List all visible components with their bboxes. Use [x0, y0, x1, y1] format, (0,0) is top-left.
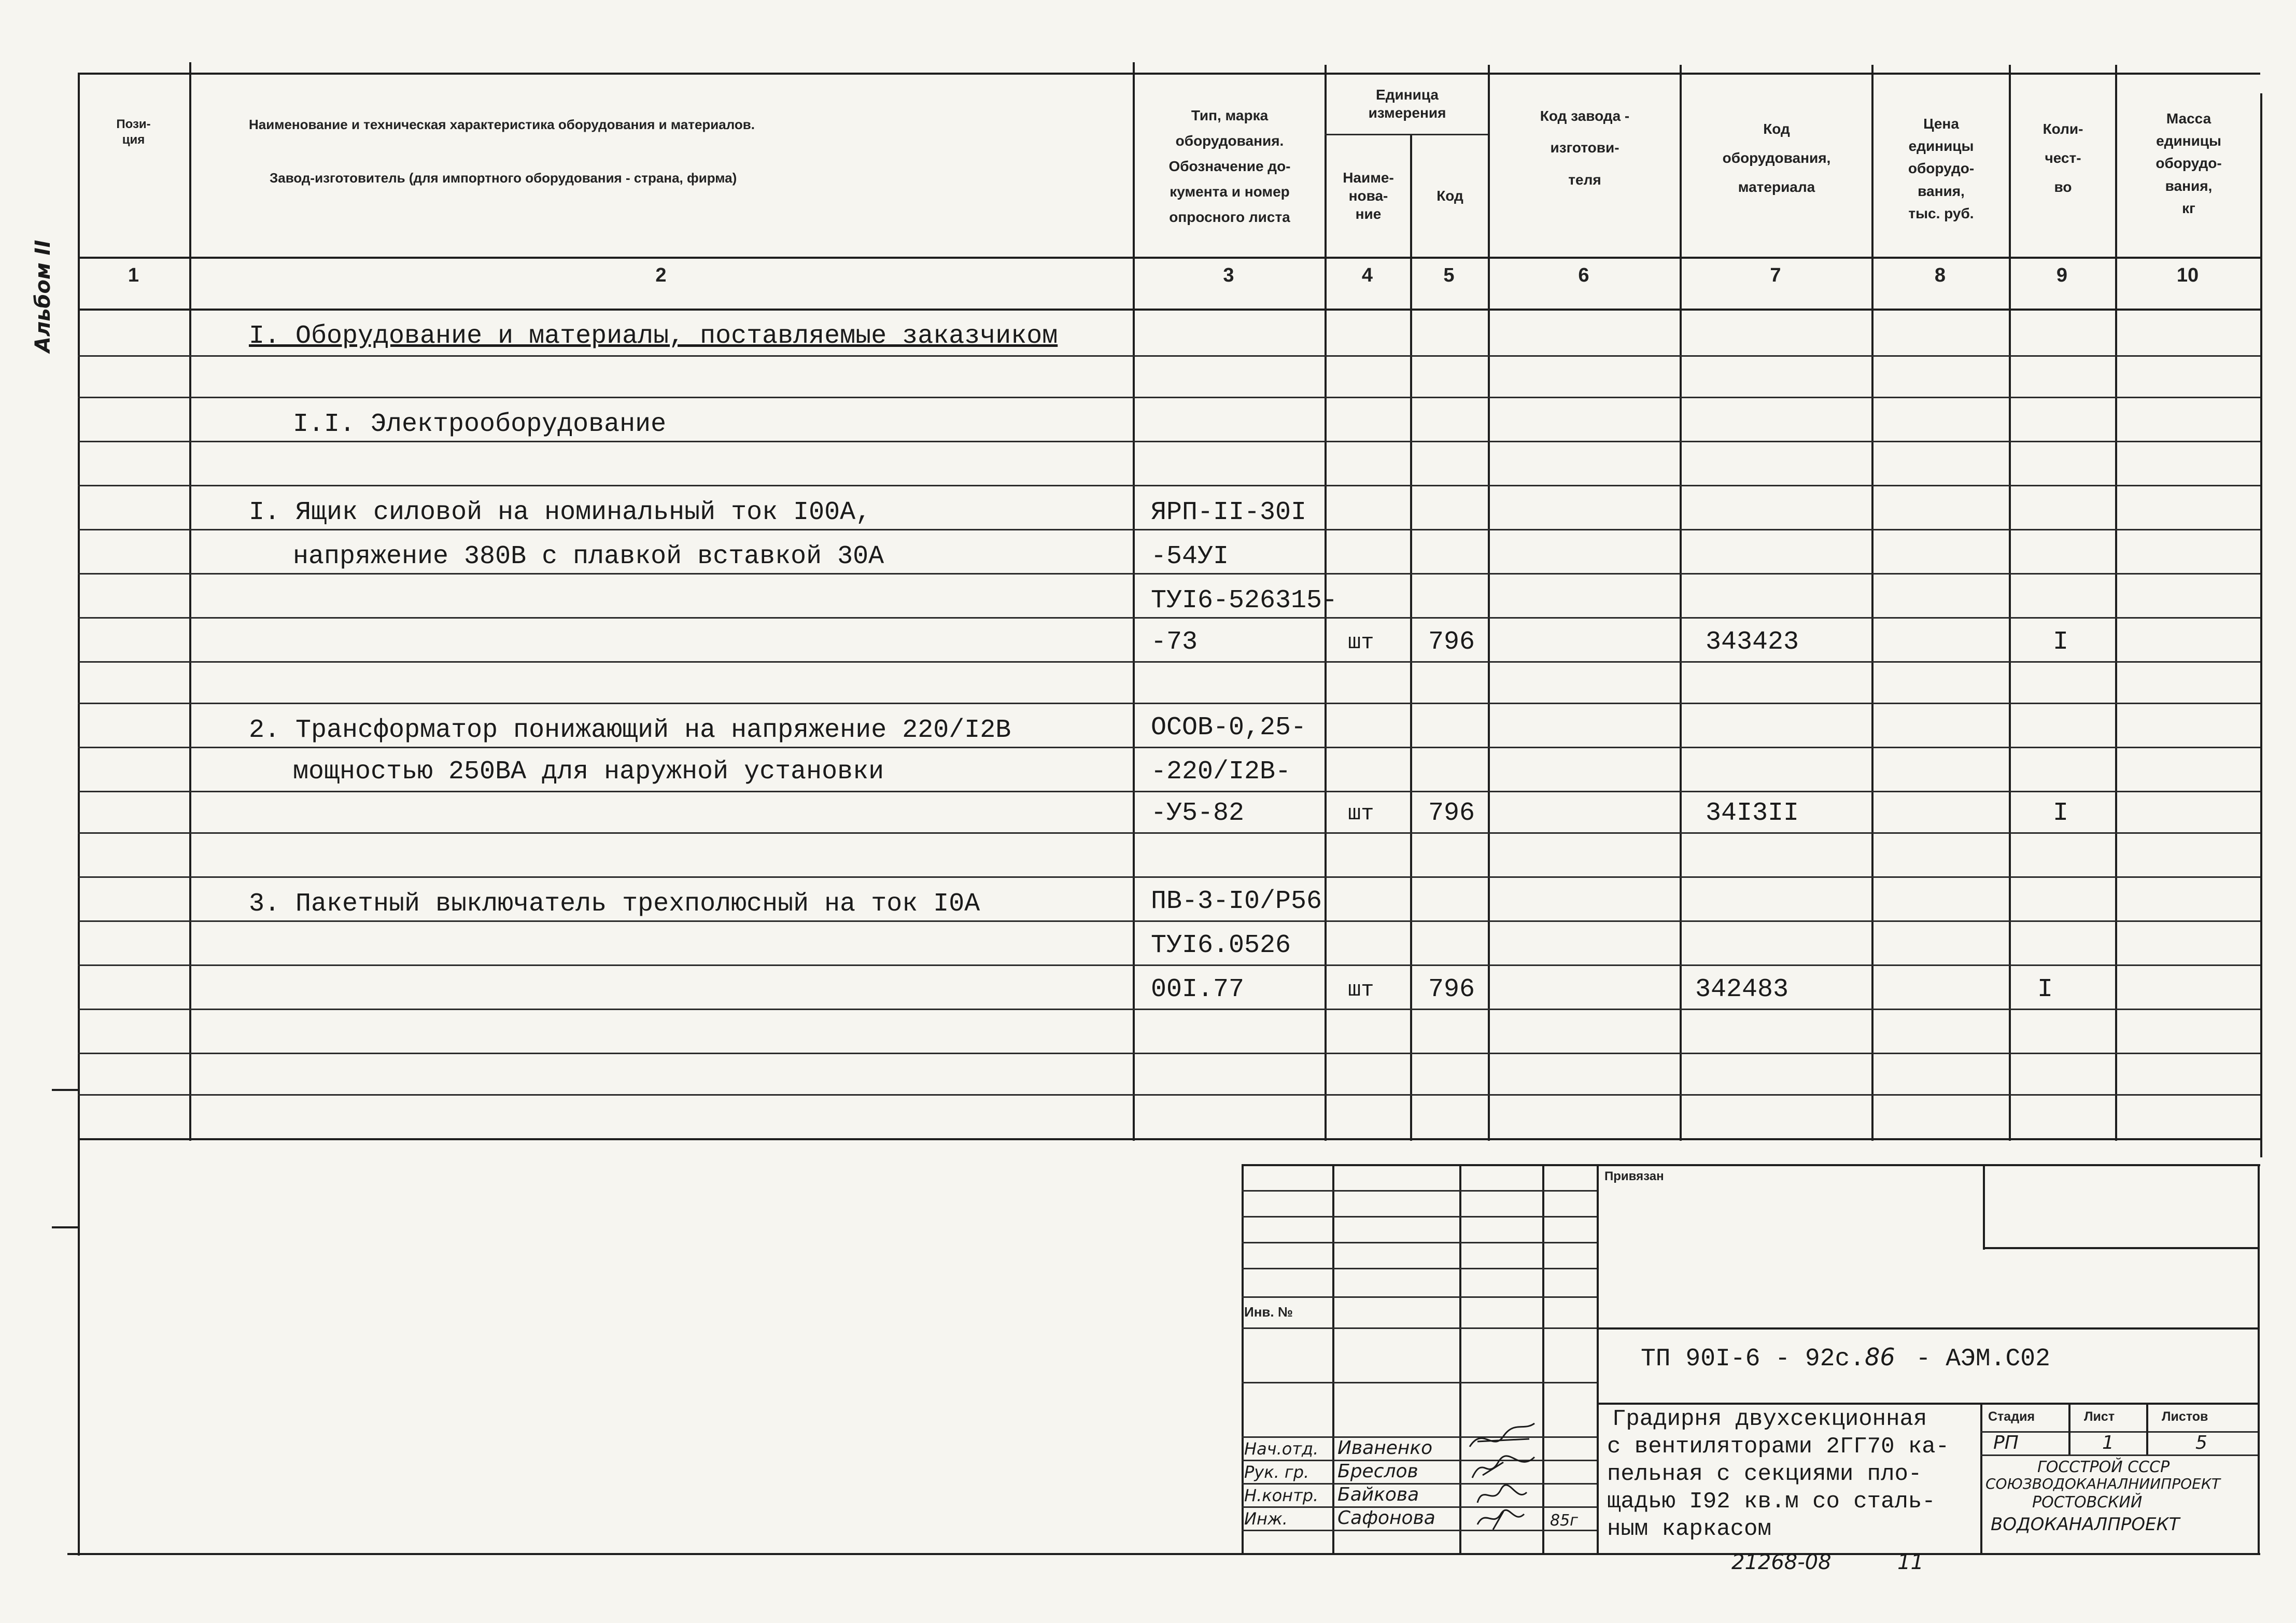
privyazan-label: Привязан — [1604, 1169, 1664, 1183]
item2-type-3: -У5-82 — [1151, 799, 1245, 828]
section-heading: I. Оборудование и материалы, поставляемые заказчиком — [249, 321, 1058, 351]
org-line-2: СОЮЗВОДОКАНАЛНИИПРОЕКТ — [1985, 1475, 2220, 1492]
role-4: Инж. — [1244, 1509, 1288, 1529]
inventory-number-label: Инв. № — [1244, 1304, 1293, 1320]
subsection-heading: I.I. Электрооборудование — [293, 410, 667, 439]
year: 85г — [1550, 1512, 1578, 1530]
item3-type-2: ТУI6.0526 — [1151, 931, 1291, 960]
item3-type-3: 00I.77 — [1151, 975, 1245, 1004]
sheets-value: 5 — [2195, 1432, 2207, 1453]
name-3: Байкова — [1337, 1484, 1419, 1505]
description-line-4: щадью I92 кв.м со сталь- — [1607, 1489, 1936, 1515]
description-line-2: с вентиляторами 2ГГ70 ка- — [1607, 1434, 1950, 1460]
sheets-label: Листов — [2162, 1409, 2208, 1424]
col-number-9: 9 — [2056, 264, 2068, 286]
col-number-3: 3 — [1223, 264, 1234, 286]
col-number-10: 10 — [2176, 264, 2199, 286]
header-equipment-code: Код оборудования, материала — [1722, 121, 1831, 195]
name-2: Бреслов — [1337, 1461, 1418, 1482]
item1-type-2: -54УI — [1151, 542, 1229, 571]
header-mass: Масса единицы оборудо- вания, кг — [2156, 110, 2222, 217]
header-unit-group: Единица измерения — [1368, 87, 1446, 121]
col-number-2: 2 — [655, 264, 667, 286]
col-number-7: 7 — [1770, 264, 1781, 286]
col-number-1: 1 — [128, 264, 139, 286]
col-number-4: 4 — [1361, 264, 1373, 286]
name-1: Иваненко — [1337, 1437, 1433, 1459]
description-line-1: Градирня двухсекционная — [1612, 1406, 1927, 1432]
item1-quantity: I — [2053, 627, 2069, 657]
item3-equipment-code: 342483 — [1695, 975, 1789, 1004]
col-number-6: 6 — [1578, 264, 1589, 286]
bottom-border — [67, 1553, 2260, 1555]
role-1: Нач.отд. — [1244, 1439, 1319, 1459]
sheet-label: Лист — [2084, 1409, 2115, 1424]
item1-equipment-code: 343423 — [1706, 627, 1799, 657]
item2-quantity: I — [2053, 799, 2069, 828]
stage-label: Стадия — [1988, 1409, 2035, 1424]
item1-type-1: ЯРП-II-30I — [1151, 498, 1307, 527]
header-quantity: Коли- чест- во — [2043, 121, 2083, 195]
item3-unit-code: 796 — [1428, 975, 1475, 1004]
footer-page: 11 — [1897, 1550, 1924, 1574]
signature-3 — [1472, 1482, 1534, 1508]
description-line-3: пельная с секциями пло- — [1607, 1461, 1922, 1487]
item3-unit: шт — [1348, 977, 1374, 1002]
org-line-1: ГОССТРОЙ СССР — [2037, 1458, 2170, 1476]
sheet-value: 1 — [2102, 1432, 2114, 1453]
org-line-3: РОСТОВСКИЙ — [2032, 1493, 2143, 1512]
signature-2 — [1467, 1452, 1540, 1483]
item2-type-2: -220/I2В- — [1151, 757, 1291, 787]
header-type: Тип, марка оборудования. Обозначение до- кумента и номер опросного листа — [1168, 107, 1291, 225]
description-line-5: ным каркасом — [1607, 1516, 1771, 1542]
item3-type-1: ПВ-3-I0/Р56 — [1151, 887, 1322, 916]
document-code: ТП 90I-6 - 92с.86 - АЭМ.С02 — [1641, 1343, 2050, 1373]
item2-name-line2: мощностью 250ВА для наружной установки — [293, 757, 884, 787]
album-label: Альбом II — [31, 240, 55, 353]
item1-type-4: -73 — [1151, 627, 1198, 657]
name-4: Сафонова — [1337, 1507, 1435, 1529]
signature-4 — [1472, 1506, 1534, 1532]
item1-name-line2: напряжение 380В с плавкой вставкой 30А — [293, 542, 884, 571]
header-position: Пози- ция — [116, 117, 151, 147]
item2-unit-code: 796 — [1428, 799, 1475, 828]
stage-value: РП — [1993, 1432, 2019, 1453]
footer-number: 21268-08 — [1731, 1550, 1832, 1574]
item2-unit: шт — [1348, 801, 1374, 826]
col-number-5: 5 — [1443, 264, 1455, 286]
org-line-4: ВОДОКАНАЛПРОЕКТ — [1991, 1514, 2180, 1535]
item1-type-3: ТУI6-526315- — [1151, 586, 1338, 615]
header-plant-code: Код завода - изготови- теля — [1540, 107, 1630, 188]
role-2: Рук. гр. — [1244, 1462, 1309, 1482]
item1-unit-code: 796 — [1428, 627, 1475, 657]
item2-equipment-code: 34I3II — [1706, 799, 1799, 828]
role-3: Н.контр. — [1244, 1486, 1319, 1505]
item3-name-line1: 3. Пакетный выключатель трехполюсный на ток I0А — [249, 889, 980, 919]
header-unit-code: Код — [1436, 187, 1463, 204]
item3-quantity: I — [2037, 975, 2053, 1004]
header-price: Цена единицы оборудо- вания, тыс. руб. — [1908, 115, 1975, 222]
header-name-line1: Наименование и техническая характеристика оборудования и материалов. — [249, 117, 755, 132]
header-unit-name: Наиме- нова- ние — [1343, 169, 1394, 222]
item2-name-line1: 2. Трансформатор понижающий на напряжение 220/I2В — [249, 716, 1011, 745]
item1-unit: шт — [1348, 630, 1374, 655]
item1-name-line1: I. Ящик силовой на номинальный ток I00А, — [249, 498, 871, 527]
header-name-line2: Завод-изготовитель (для импортного оборудования - страна, фирма) — [270, 170, 737, 186]
item2-type-1: ОСОВ-0,25- — [1151, 713, 1307, 743]
col-number-8: 8 — [1934, 264, 1946, 286]
